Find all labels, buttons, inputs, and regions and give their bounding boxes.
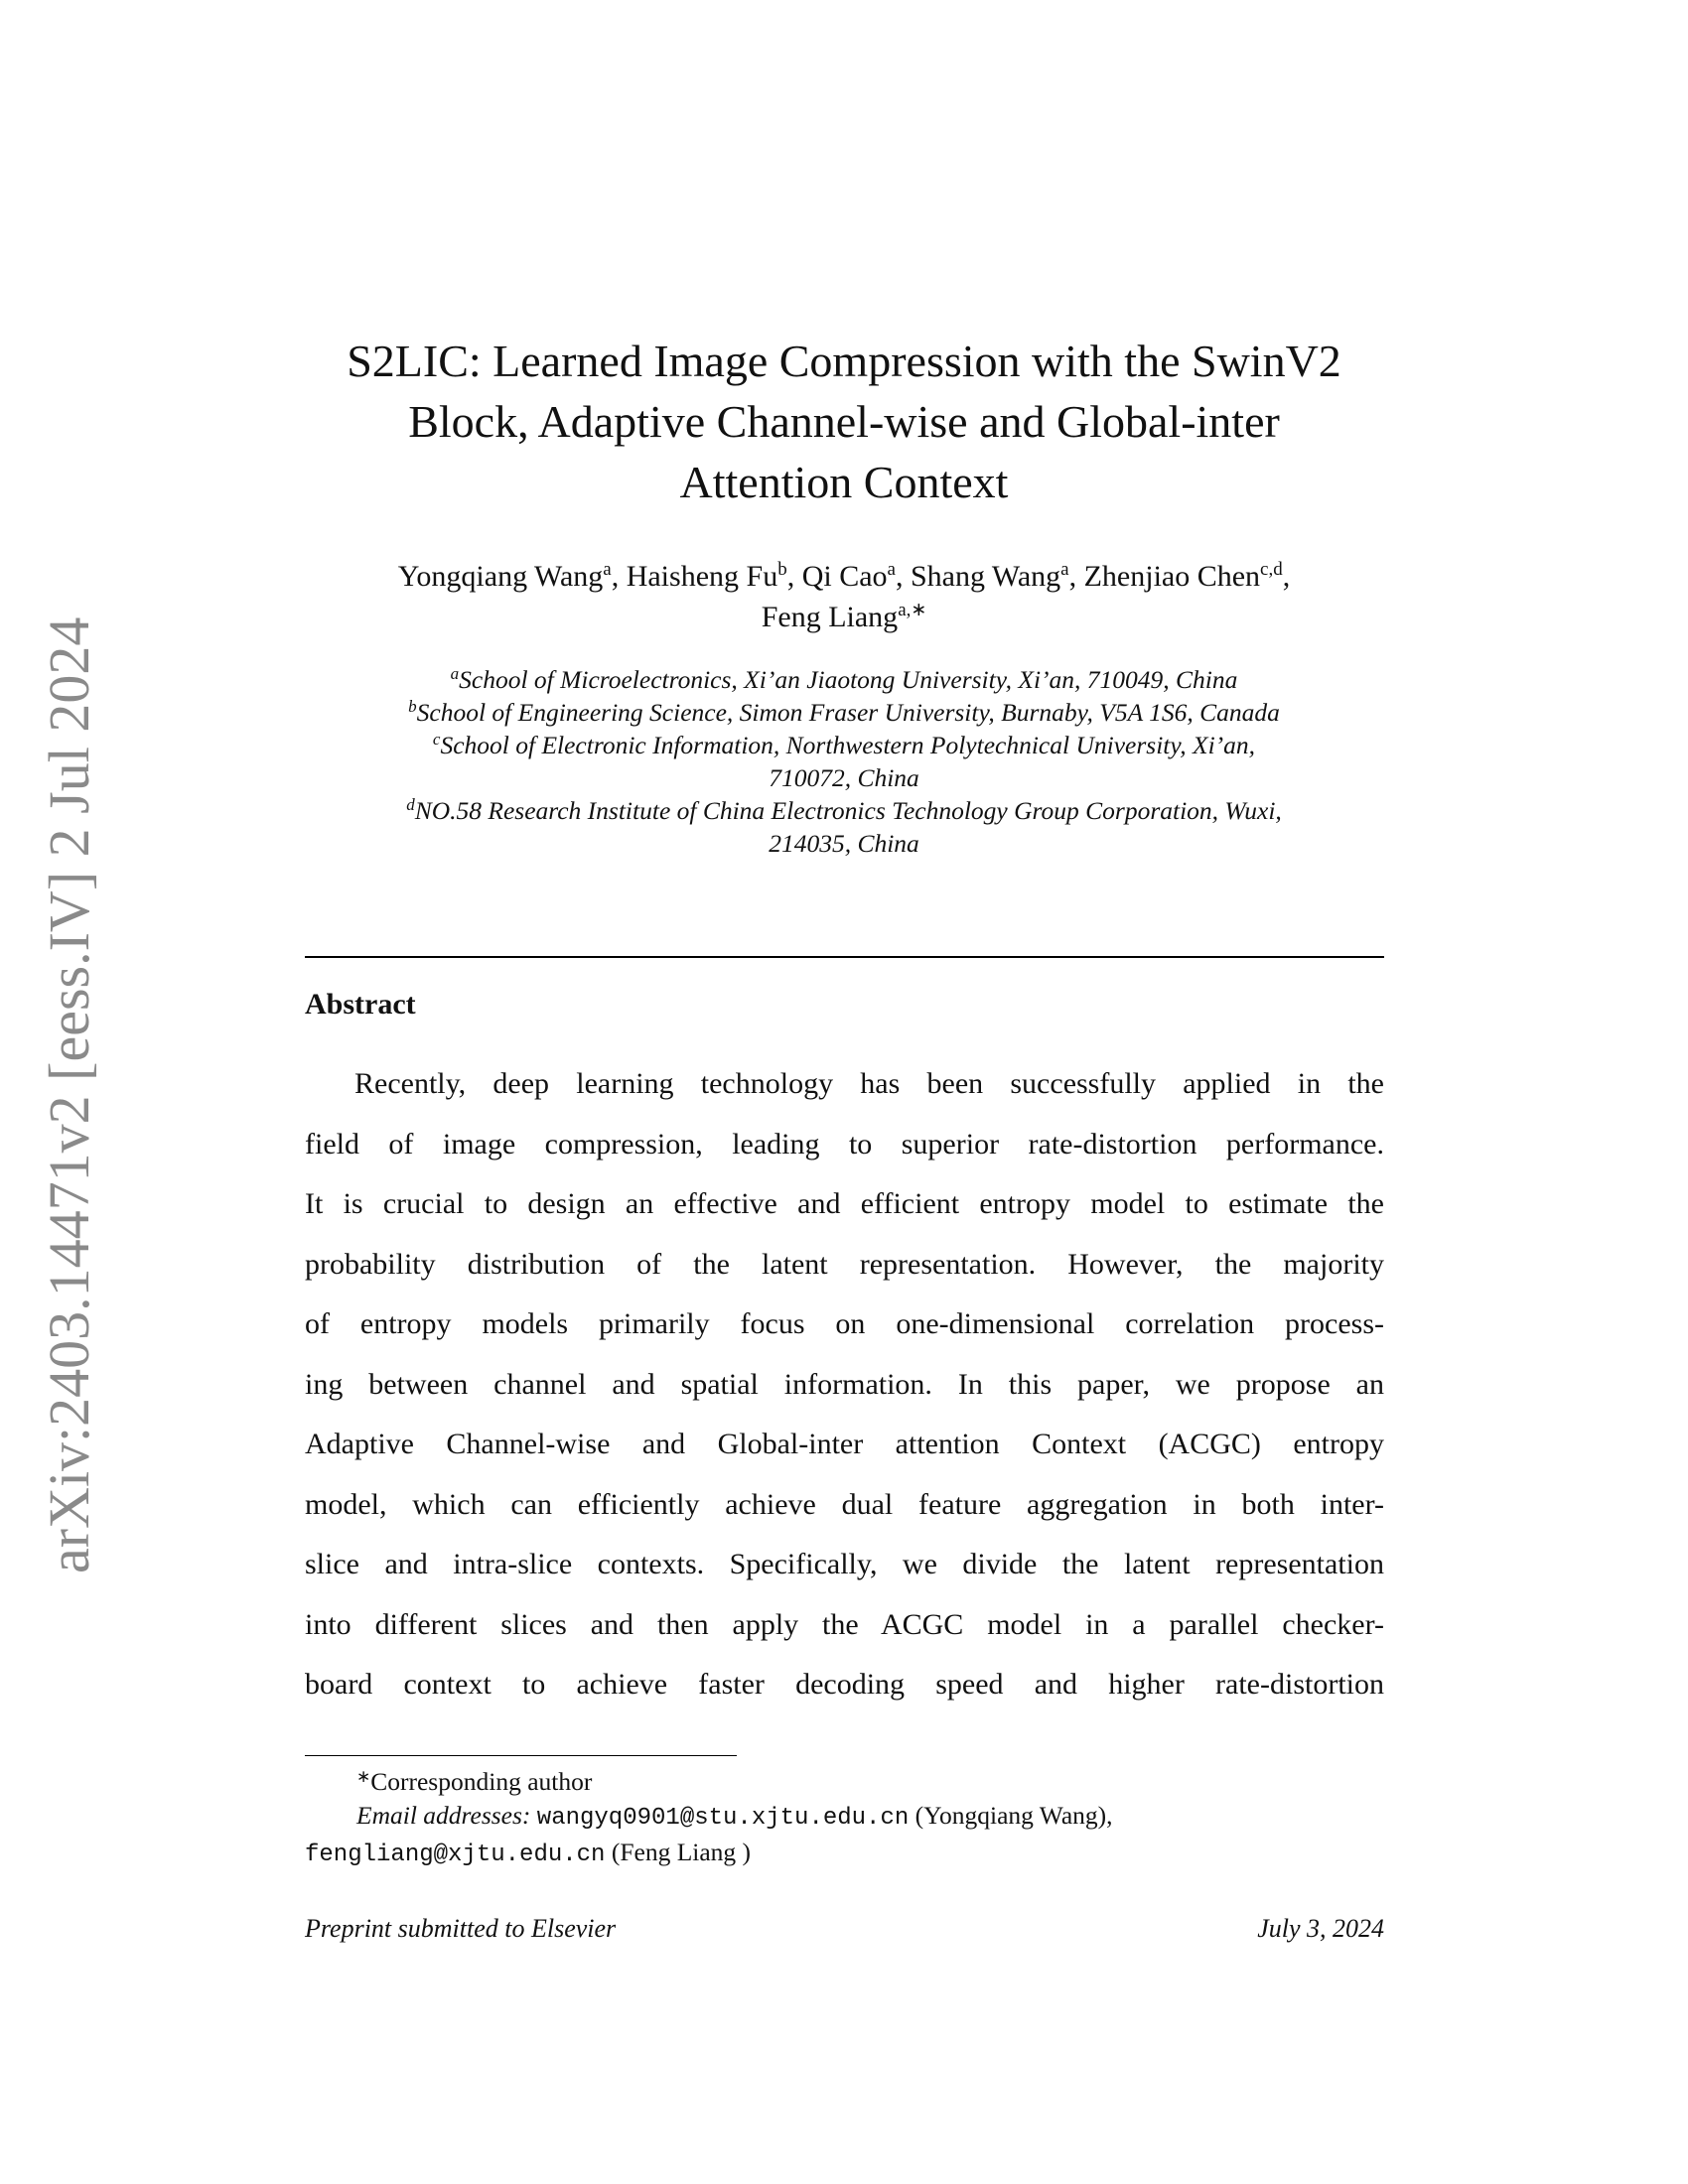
title-line: Block, Adaptive Channel-wise and Global-inter [408, 396, 1280, 447]
author-name: Haisheng Fu [626, 560, 778, 593]
author-name: Yongqiang Wang [397, 560, 604, 593]
author-affiliation-mark: c,d [1260, 559, 1283, 580]
author-list [288, 556, 1400, 637]
affiliation-mark: b [408, 697, 417, 716]
affiliation-mark: d [406, 795, 415, 814]
abstract-line: ing between channel and spatial information. In this paper, we propose an [305, 1367, 1384, 1401]
corresponding-author-note [305, 1765, 1384, 1799]
email-note [305, 1799, 1384, 1836]
author-affiliation-mark: a,∗ [898, 600, 927, 620]
author-line [288, 597, 1400, 637]
title-line: S2LIC: Learned Image Compression with the SwinV2 [347, 336, 1341, 386]
author-name: Feng Liang [761, 601, 899, 633]
email-note-continued [305, 1836, 1384, 1872]
abstract-line: model, which can efficiently achieve dual feature aggregation in both inter- [305, 1487, 1384, 1521]
affiliation [298, 696, 1390, 729]
corresponding-mark: ∗ [356, 1767, 371, 1786]
affiliation-text: School of Microelectronics, Xi’an Jiaotong University, Xi’an, 710049, China [459, 665, 1238, 694]
email-link-wang[interactable]: wangyq0901@stu.xjtu.edu.cn [536, 1805, 910, 1832]
author-affiliation-mark: b [777, 559, 787, 580]
affiliation-mark: a [450, 664, 460, 683]
author-affiliation-mark: a [887, 559, 896, 580]
abstract-line: into different slices and then apply the ACGC model in a parallel checker- [305, 1607, 1384, 1641]
abstract-line: Adaptive Channel-wise and Global-inter attention Context (ACGC) entropy [305, 1428, 1384, 1460]
arxiv-identifier-stamp: arXiv:2403.14471v2 [eess.IV] 2 Jul 2024 [37, 616, 101, 1573]
abstract-line: of entropy models primarily focus on one-dimensional correlation process- [305, 1307, 1384, 1340]
author-affiliation-mark: a [1060, 559, 1069, 580]
affiliation-list [298, 663, 1390, 860]
abstract-line: Recently, deep learning technology has been successfully applied in the [354, 1067, 1384, 1100]
author-name: Zhenjiao Chen [1083, 560, 1261, 593]
email-owner: (Yongqiang Wang), [909, 1801, 1113, 1830]
abstract-heading: Abstract [305, 988, 416, 1021]
corresponding-text: Corresponding author [370, 1767, 593, 1796]
email-link-liang[interactable]: fengliang@xjtu.edu.cn [305, 1842, 606, 1868]
abstract-line: probability distribution of the latent representation. However, the majority [305, 1247, 1384, 1281]
affiliation [298, 729, 1390, 761]
author-affiliation-mark: a [603, 559, 612, 580]
abstract-top-rule [305, 956, 1384, 958]
footnotes [305, 1765, 1384, 1872]
footer-date: July 3, 2024 [1257, 1914, 1384, 1943]
footnote-rule [305, 1755, 737, 1756]
affiliation-text: NO.58 Research Institute of China Electronics Technology Group Corporation, Wuxi, [414, 796, 1282, 825]
abstract-line: It is crucial to design an effective and efficient entropy model to estimate the [305, 1187, 1384, 1220]
author-name: Qi Cao [801, 560, 888, 593]
affiliation-continuation: 214035, China [769, 829, 919, 858]
affiliation-mark: c [432, 730, 441, 749]
affiliation-text: School of Electronic Information, Northwestern Polytechnical University, Xi’an, [440, 731, 1256, 759]
affiliation [298, 663, 1390, 696]
title-line: Attention Context [679, 457, 1009, 507]
abstract-line: field of image compression, leading to superior rate-distortion performance. [305, 1127, 1384, 1160]
abstract-line: board context to achieve faster decoding speed and higher rate-distortion [305, 1668, 1384, 1701]
abstract-body [305, 1054, 1384, 1715]
affiliation-text: School of Engineering Science, Simon Fraser University, Burnaby, V5A 1S6, Canada [416, 698, 1280, 727]
abstract-line: slice and intra-slice contexts. Specifically, we divide the latent representation [305, 1548, 1384, 1580]
email-owner: (Feng Liang ) [605, 1838, 752, 1866]
affiliation-continuation: 710072, China [769, 763, 919, 792]
paper-title [298, 331, 1390, 512]
affiliation [298, 794, 1390, 827]
footer-preprint-note: Preprint submitted to Elsevier [305, 1914, 617, 1943]
email-label: Email addresses: [356, 1801, 531, 1830]
author-name: Shang Wang [910, 560, 1061, 593]
author-line: Yongqiang Wang$^a$, Haisheng Fu$^b$, Qi Cao$^a$, Shang Wang$^a$, Zhenjiao Chen$^{c,d}$, [397, 559, 1291, 593]
